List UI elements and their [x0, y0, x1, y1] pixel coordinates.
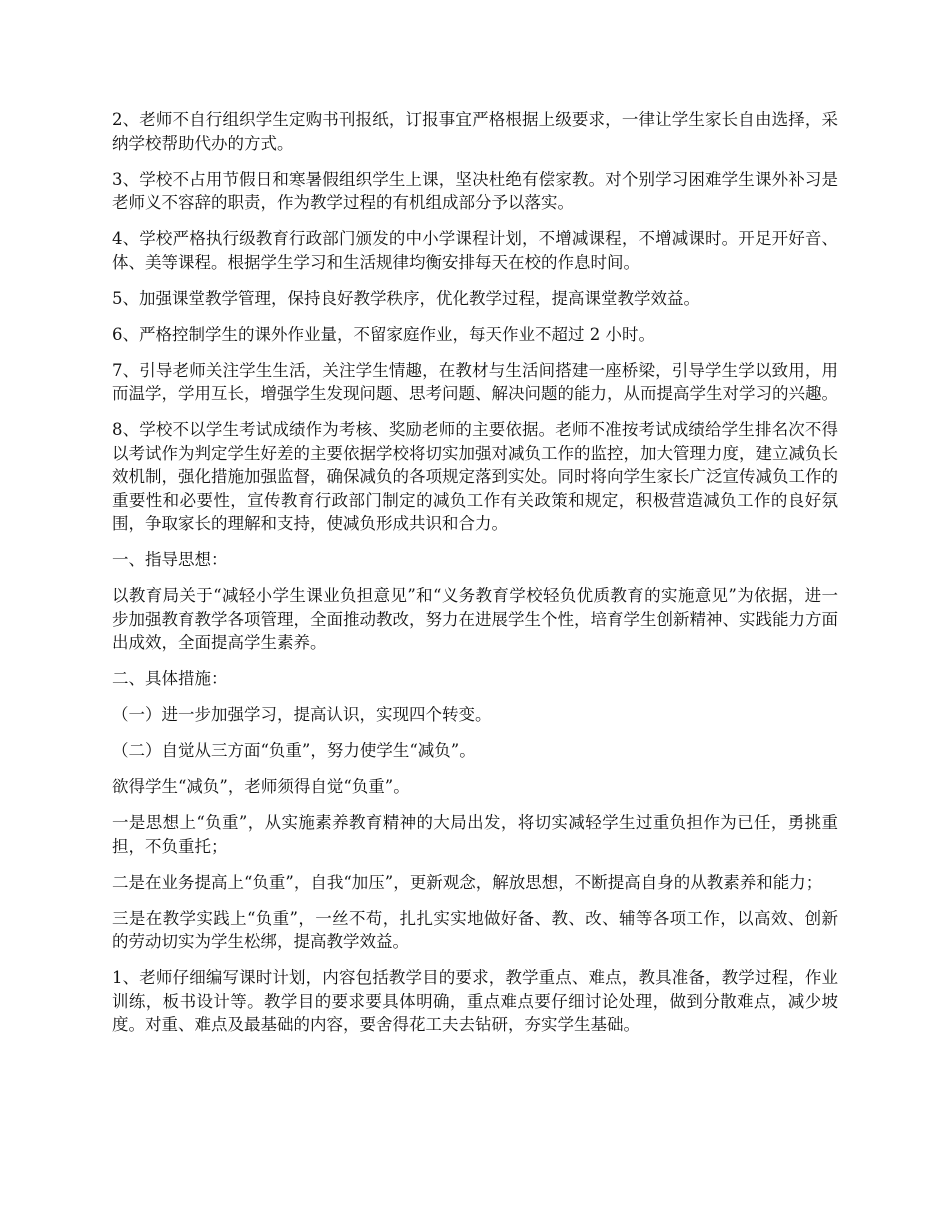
paragraph-rule-8: 8、学校不以学生考试成绩作为考核、奖励老师的主要依据。老师不准按考试成绩给学生排名次不得以考试作为判定学生好差的主要依据学校将切实加强对减负工作的监控，加大管理力度，建立减负长效机制，强化措施加强监督，确保减负的各项规定落到实处。同时将向学生家长广泛宣传减负工作的重要性和必要性，宣传教育行政部门制定的减负工作有关政策和规定，积极营造减负工作的良好氛围，争取家长的理解和支持，使减负形成共识和合力。	[112, 420, 838, 533]
paragraph-burden-thought: 一是思想上“负重”，从实施素养教育精神的大局出发，将切实减轻学生过重负担作为已任，勇挑重担，不负重托；	[112, 813, 838, 856]
paragraph-measure-2: （二）自觉从三方面“负重”，努力使学生“减负”。	[112, 741, 476, 760]
paragraph-rule-5: 5、加强课堂教学管理，保持良好教学秩序，优化教学过程，提高课堂教学效益。	[112, 288, 700, 308]
paragraph-burden-skill: 二是在业务提高上“负重”，自我“加压”，更新观念，解放思想，不断提高自身的从教素养和能力；	[112, 872, 823, 892]
paragraph-teacher-burden: 欲得学生“减负”，老师须得自觉“负重”。	[112, 777, 410, 796]
paragraph-rule-3: 3、学校不占用节假日和寒暑假组织学生上课，坚决杜绝有偿家教。对个别学习困难学生课外补习是老师义不容辞的职责，作为教学过程的有机组成部分予以落实。	[112, 169, 838, 212]
paragraph-rule-2: 2、老师不自行组织学生定购书刊报纸，订报事宜严格根据上级要求，一律让学生家长自由选择，采纳学校帮助代办的方式。	[112, 110, 838, 153]
paragraph-burden-practice: 三是在教学实践上“负重”，一丝不苟，扎扎实实地做好备、教、改、辅等各项工作，以高效、创新的劳动切实为学生松绑，提高教学效益。	[112, 908, 838, 951]
paragraph-rule-6: 6、严格控制学生的课外作业量，不留家庭作业，每天作业不超过 2 小时。	[112, 324, 655, 344]
paragraph-measure-1: （一）进一步加强学习，提高认识，实现四个转变。	[112, 705, 492, 724]
section-heading-specific-measures: 二、具体措施：	[112, 669, 228, 688]
section-heading-guiding-thought: 一、指导思想：	[112, 550, 228, 569]
paragraph-guiding-thought: 以教育局关于“减轻小学生课业负担意见”和“义务教育学校轻负优质教育的实施意见”为依据，进一步加强教育教学各项管理，全面推动教改，努力在进展学生个性，培育学生创新精神、实践能力方面出成效，全面提高学生素养。	[112, 586, 838, 652]
paragraph-lesson-plan: 1、老师仔细编写课时计划，内容包括教学目的要求，教学重点、难点，教具准备，教学过程，作业训练，板书设计等。教学目的要求要具体明确，重点难点要仔细讨论处理，做到分散难点，减少坡度。对重、难点及最基础的内容，要舍得花工夫去钻研，夯实学生基础。	[112, 968, 838, 1034]
paragraph-rule-4: 4、学校严格执行级教育行政部门颁发的中小学课程计划，不增减课程，不增减课时。开足开好音、体、美等课程。根据学生学习和生活规律均衡安排每天在校的作息时间。	[112, 229, 838, 272]
paragraph-rule-7: 7、引导老师关注学生生活，关注学生情趣，在教材与生活间搭建一座桥梁，引导学生学以致用，用而温学，学用互长，增强学生发现问题、思考问题、解决问题的能力，从而提高学生对学习的兴趣。	[112, 360, 838, 403]
